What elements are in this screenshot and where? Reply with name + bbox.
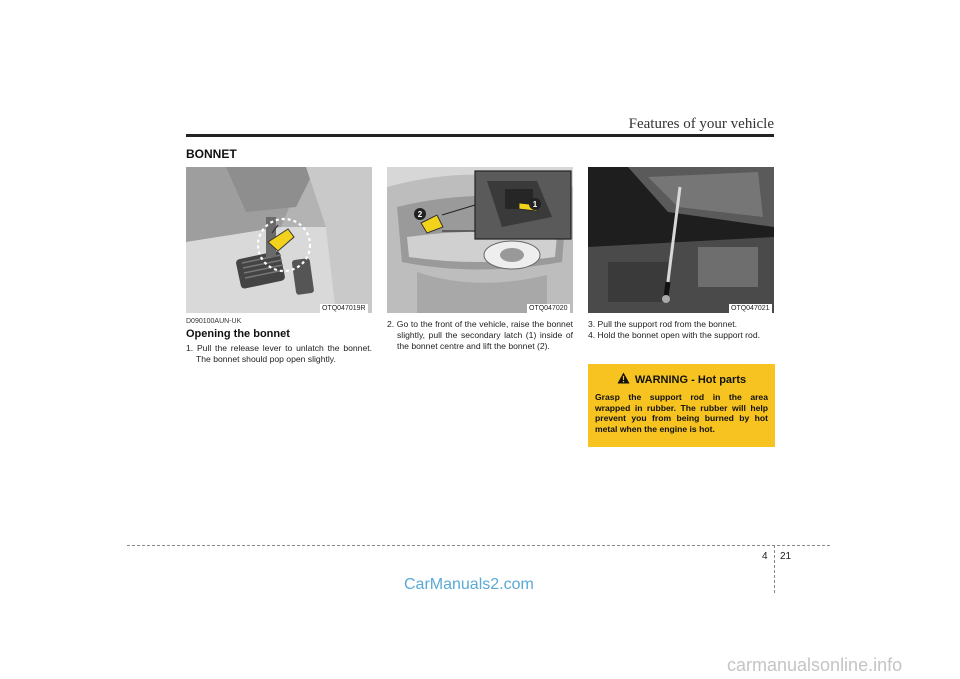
step-2: 2. Go to the front of the vehicle, raise the bonnet slightly, pull the secondary latch (1) inside of the bonnet centre and lift the bonnet (2).: [387, 319, 573, 351]
warning-text: Grasp the support rod in the area wrapped in rubber. The rubber will help prevent you from being burned by hot metal when the engine is hot.: [595, 392, 768, 434]
release-lever-photo: [186, 167, 372, 313]
callout-2: 2: [417, 210, 423, 219]
step-3: 3. Pull the support rod from the bonnet.: [588, 319, 738, 329]
footer-divider: [127, 545, 830, 546]
chapter-number: 4: [762, 551, 768, 562]
header-title: Features of your vehicle: [628, 116, 774, 132]
watermark-secondary: carmanualsonline.info: [727, 655, 903, 675]
section-title: BONNET: [186, 147, 237, 161]
warning-box: [588, 364, 775, 447]
bonnet-latch-photo: [387, 167, 573, 313]
watermark-link[interactable]: CarManuals2.com: [404, 576, 534, 593]
figure-caption-middle: OTQ047020: [529, 305, 568, 312]
header-rule: [186, 134, 774, 137]
warning-title: WARNING - Hot parts: [634, 374, 747, 386]
page-number: 21: [780, 551, 792, 562]
document-code: D090100AUN-UK: [186, 318, 242, 325]
callout-1: 1: [532, 200, 538, 209]
footer-vertical-divider: [774, 545, 775, 593]
warning-triangle-icon: [617, 371, 630, 389]
step-1: 1. Pull the release lever to unlatch the bonnet. The bonnet should pop open slightly.: [186, 343, 372, 364]
figure-caption-right: OTQ047021: [731, 305, 770, 312]
support-rod-photo: [588, 167, 774, 313]
step-4: 4. Hold the bonnet open with the support rod.: [588, 330, 760, 340]
subheading: Opening the bonnet: [186, 328, 290, 340]
figure-caption-left: OTQ047019R: [322, 305, 366, 312]
